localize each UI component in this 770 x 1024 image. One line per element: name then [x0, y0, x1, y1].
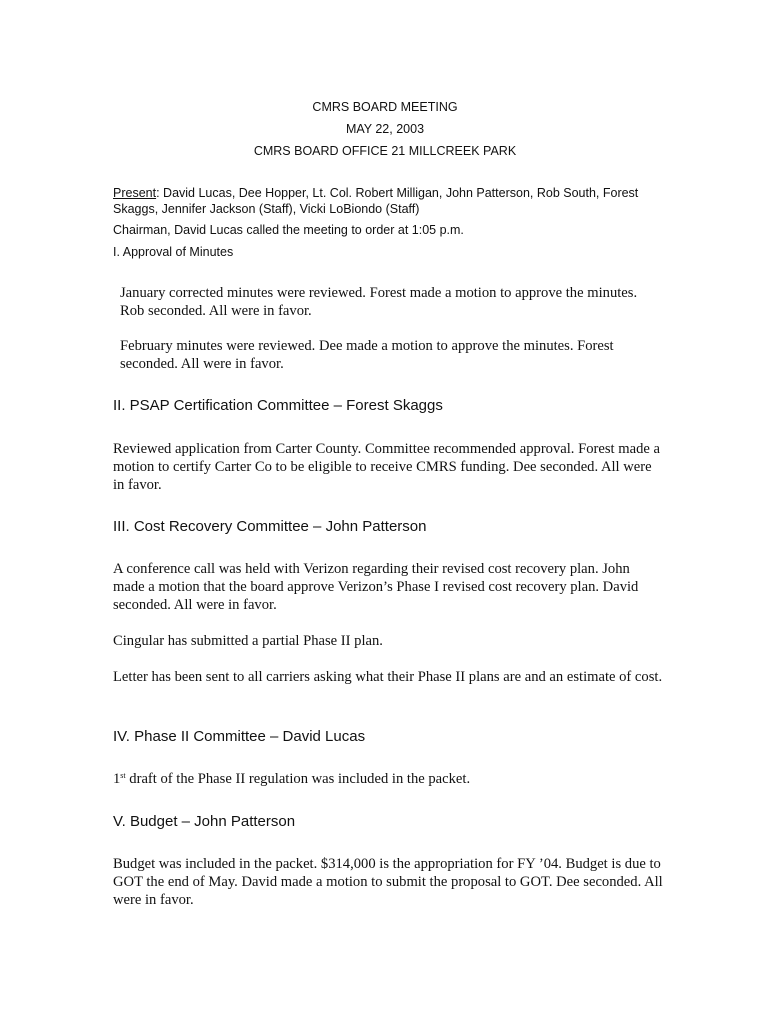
- minutes-paragraph-january: January corrected minutes were reviewed. Forest made a motion to approve the minutes. Rob seconded. All were in favor.: [120, 285, 638, 319]
- section-heading-budget: V. Budget – John Patterson: [113, 813, 296, 830]
- call-to-order: Chairman, David Lucas called the meeting to order at 1:05 p.m.: [113, 223, 464, 237]
- cost-recovery-paragraph-cingular: Cingular has submitted a partial Phase II plan.: [113, 633, 383, 649]
- phase2-draft-ordinal: st: [120, 771, 126, 780]
- section-heading-minutes: I. Approval of Minutes: [113, 245, 234, 259]
- section-heading-psap: II. PSAP Certification Committee – Forest Skaggs: [113, 397, 443, 414]
- psap-paragraph: Reviewed application from Carter County. Committee recommended approval. Forest made a motion to certify Carter Co to be eligible to receive CMRS funding. Dee seconded. All were in favor.: [113, 441, 660, 493]
- meeting-title: CMRS BOARD MEETING: [312, 100, 458, 114]
- meeting-location: CMRS BOARD OFFICE 21 MILLCREEK PARK: [253, 144, 517, 158]
- cost-recovery-paragraph-verizon: A conference call was held with Verizon regarding their revised cost recovery plan. John made a motion that the board approve Verizon’s Phase I revised cost recovery plan. David seconded. All were in favor.: [113, 561, 639, 613]
- phase2-paragraph: [113, 770, 663, 788]
- section-heading-cost-recovery: III. Cost Recovery Committee – John Patterson: [113, 518, 427, 535]
- phase2-draft-number: 1: [113, 771, 121, 787]
- phase2-draft-text: draft of the Phase II regulation was included in the packet.: [125, 771, 471, 787]
- cost-recovery-paragraph-letter: Letter has been sent to all carriers asking what their Phase II plans are and an estimate of cost.: [113, 669, 663, 685]
- present-names: : David Lucas, Dee Hopper, Lt. Col. Robert Milligan, John Patterson, Rob South, Forest Skaggs, Jennifer Jackson (Staff), Vicki LoBiondo (Staff): [113, 186, 639, 216]
- present-label: Present: [113, 186, 157, 200]
- section-heading-phase2: IV. Phase II Committee – David Lucas: [113, 728, 366, 745]
- present-paragraph: [113, 185, 663, 217]
- meeting-date: MAY 22, 2003: [345, 122, 425, 136]
- budget-paragraph: Budget was included in the packet. $314,000 is the appropriation for FY ’04. Budget is due to GOT the end of May. David made a motion to submit the proposal to GOT. Dee seconded. All were in favor.: [113, 856, 663, 908]
- minutes-paragraph-february: February minutes were reviewed. Dee made a motion to approve the minutes. Forest seconded. All were in favor.: [120, 338, 614, 372]
